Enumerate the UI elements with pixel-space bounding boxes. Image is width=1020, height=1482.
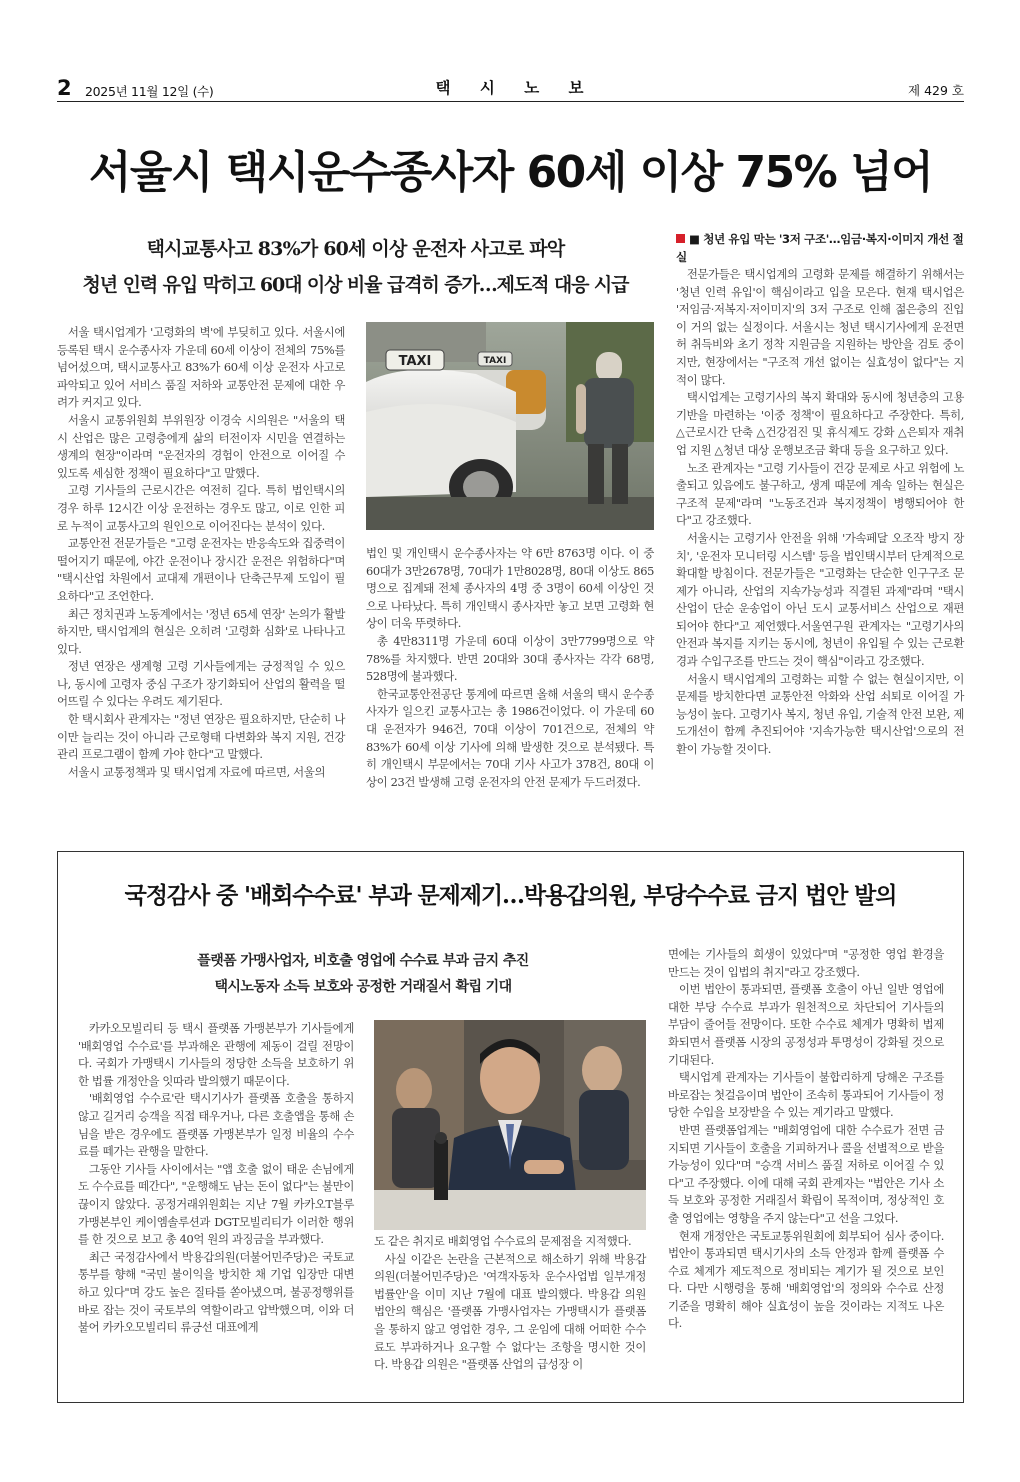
paragraph: 교통안전 전문가들은 "고령 운전자는 반응속도와 집중력이 떨어지기 때문에, 야간 운전이나 장시간 운전은 위험하다"며 "택시산업 차원에서 교대제 개편이나 단축근무제 도입이 필요하다"고 조언한다. <box>57 536 345 603</box>
issue-number: 제 429 호 <box>908 83 964 98</box>
newspaper-title: 택 시 노 보 <box>435 79 585 97</box>
paragraph: 한 택시회사 관계자는 "정년 연장은 필요하지만, 단순히 나이만 늘리는 것이 아니라 근로형태 다변화와 복지 지원, 건강관리 프로그램이 함께 가야 한다"고 말했다. <box>57 712 345 762</box>
paragraph: 현재 개정안은 국토교통위원회에 회부되어 심사 중이다. 법안이 통과되면 택시기사의 소득 안정과 함께 플랫폼 수수료 체계가 제도적으로 정비되는 계기가 될 것으로 보인다. 다만 시행령을 통해 '배회영업'의 정의와 수수료 산정 기준을 명확히 해야 실효성이 높을 것이라는 지적도 나온다. <box>668 1228 944 1331</box>
paragraph: 면에는 기사들의 희생이 있었다"며 "공정한 영업 환경을 만드는 것이 입법의 취지"라고 강조했다. <box>668 947 944 979</box>
header-rule <box>57 101 964 102</box>
article2-column-2 <box>374 1233 646 1374</box>
article2-headline: 국정감사 중 '배회수수료' 부과 문제제기…박용갑의원, 부당수수료 금지 법안 발의 <box>124 882 897 909</box>
taxi-rank-photo <box>366 322 654 530</box>
article1-subhead-1: 택시교통사고 83%가 60세 이상 운전자 사고로 파악 <box>146 238 565 260</box>
paragraph: 정년 연장은 생계형 고령 기사들에게는 긍정적일 수 있으나, 동시에 고령자 중심 구조가 장기화되어 산업의 활력을 떨어뜨릴 수 있다는 우려도 제기된다. <box>57 659 345 709</box>
article1-column-1 <box>57 324 345 781</box>
lawmaker-photo <box>374 1020 646 1230</box>
paragraph: 한국교통안전공단 통계에 따르면 올해 서울의 택시 운수종사자가 일으킨 교통사고는 총 1986건이었다. 이 가운데 60대 운전자가 946건, 70대 이상이 701건으로, 전체의 약 83%가 60세 이상 기사에 의해 발생한 것으로 분석됐다. 특히 개인택시 부문에서는 70대 기사 사고가 378건, 80대 이상이 23건 발생해 고령 운전자의 안전 문제가 두드러졌다. <box>366 686 654 789</box>
paragraph: 노조 관계자는 "고령 기사들이 건강 문제로 사고 위험에 노출되고 있음에도 불구하고, 생계 때문에 계속 일하는 현실은 구조적 문제"라며 "노동조건과 복지정책이 병행되어야 한다"고 강조했다. <box>676 460 964 528</box>
paragraph: 총 4만8311명 가운데 60대 이상이 3만7799명으로 약 78%를 차지했다. 반면 20대와 30대 종사자는 각각 68명, 528명에 불과했다. <box>366 633 654 684</box>
paragraph: '배회영업 수수료'란 택시기사가 플랫폼 호출을 통하지 않고 길거리 승객을 직접 태우거나, 다른 호출앱을 통해 손님을 받은 경우에도 플랫폼 가맹본부가 일정 비율의 수수료를 떼가는 관행을 말한다. <box>78 1091 354 1159</box>
paragraph: 서울시는 고령기사 안전을 위해 '가속페달 오조작 방지 장치', '운전자 모니터링 시스템' 등을 법인택시부터 단계적으로 확대할 방침이다. 전문가들은 "고령화는 단순한 인구구조 문제가 아니라, 산업의 지속가능성과 직결된 과제"라며 "택시산업이 단순 운송업이 아닌 도시 교통서비스 산업으로 재편되어야 한다"고 제언했다.서울연구원 관계자는 "고령기사의 안전과 복지를 지키는 동시에, 청년이 유입될 수 있는 근로환경과 수입구조를 만드는 것이 핵심"이라고 강조했다. <box>676 530 964 669</box>
article1-subhead-2: 청년 인력 유입 막히고 60대 이상 비율 급격히 증가…제도적 대응 시급 <box>82 274 629 296</box>
paragraph: 전문가들은 택시업계의 고령화 문제를 해결하기 위해서는 '청년 인력 유입'이 핵심이라고 입을 모은다. 현재 택시업은 '저임금·저복지·저이미지'의 3저 구조로 인해 젊은층의 진입이 거의 없는 실정이다. 서울시는 청년 택시기사에게 운전면허 취득비와 초기 정착 지원금을 지원하는 방안을 검토 중이지만, 현장에서는 "구조적 개선 없이는 실효성이 없다"는 지적이 많다. <box>676 267 964 387</box>
paragraph: 이번 법안이 통과되면, 플랫폼 호출이 아닌 일반 영업에 대한 부당 수수료 부과가 원천적으로 차단되어 기사들의 부담이 줄어들 전망이다. 또한 수수료 체계가 명확히 법제화되면서 플랫폼 시장의 공정성과 투명성이 강화될 것으로 기대된다. <box>668 982 944 1067</box>
paragraph: 그동안 기사들 사이에서는 "앱 호출 없이 태운 손님에게도 수수료를 떼간다", "운행해도 남는 돈이 없다"는 불만이 끊이지 않았다. 공정거래위원회는 지난 7월 카카오T블루 가맹본부인 케이엠솔루션과 DGT모빌리티가 이러한 행위를 한 것으로 보고 총 40억 원의 과징금을 부과했다. <box>78 1161 354 1247</box>
section-subheading: ■ 청년 유입 막는 '3저 구조'…임금·복지·이미지 개선 절실 <box>676 232 964 264</box>
article2-column-1 <box>78 1020 354 1337</box>
taxi-sign-1: TAXI <box>398 354 432 369</box>
taxi-photo-illustration <box>366 322 654 530</box>
article2-column-3 <box>668 946 944 1333</box>
paragraph: 도 같은 취지로 배회영업 수수료의 문제점을 지적했다. <box>374 1234 632 1248</box>
taxi-sign-2: TAXI <box>483 356 507 366</box>
paragraph: 고령 기사들의 근로시간은 여전히 길다. 특히 법인택시의 경우 하루 12시간 이상 운전하는 경우도 많고, 이로 인한 피로 누적이 교통사고의 원인으로 이어진다는 분석이 있다. <box>57 483 345 533</box>
red-square-icon <box>676 234 685 243</box>
paragraph: 최근 정치권과 노동계에서는 '정년 65세 연장' 논의가 활발하지만, 택시업계의 현실은 오히려 '고령화 심화'로 나타나고 있다. <box>57 606 345 656</box>
paragraph: 서울시 교통위원회 부위원장 이경숙 시의원은 "서울의 택시 산업은 많은 고령층에게 삶의 터전이자 시민을 연결하는 생계의 현장"이라며 "운전자의 경험이 안전으로 이어질 수 있도록 세심한 정책이 필요하다"고 말했다. <box>57 412 345 480</box>
article1-headline: 서울시 택시운수종사자 60세 이상 75% 넘어 <box>88 147 933 198</box>
article1-column-3-heading <box>676 230 964 266</box>
paragraph: 사실 이같은 논란을 근본적으로 해소하기 위해 박용갑 의원(더불어민주당)은 '여객자동차 운수사업법 일부개정법률안'을 이미 지난 7월에 대표 발의했다. 박용갑 의원 법안의 핵심은 '플랫폼 가맹사업자는 가맹택시가 플랫폼을 통하지 않고 영업한 경우, 그 운임에 대해 어떠한 수수료도 부과하거나 요구할 수 없다'는 조항을 명시한 것이다. 박용갑 의원은 "플랫폼 산업의 급성장 이 <box>374 1251 646 1372</box>
page-number: 2 <box>57 76 72 100</box>
paragraph: 법인 및 개인택시 운수종사자는 약 6만 8763명 이다. 이 중 60대가 3만2678명, 70대가 1만8028명, 80대 이상도 865명으로 집계돼 전체 종사자의 4명 중 3명이 60세 이상인 것으로 나타났다. 특히 개인택시 종사자만 놓고 보면 고령화 현상이 더욱 뚜렷하다. <box>366 546 654 631</box>
paragraph: 서울 택시업계가 '고령화의 벽'에 부딪히고 있다. 서울시에 등록된 택시 운수종사자 가운데 60세 이상이 전체의 75%를 넘어섰으며, 택시교통사고 83%가 60세 이상 운전자 사고로 파악되고 있어 서비스 품질 저하와 교통안전 문제에 대한 우려가 커지고 있다. <box>57 325 345 410</box>
issue-date: 2025년 11월 12일 (수) <box>85 84 214 99</box>
paragraph: 반면 플랫폼업계는 "배회영업에 대한 수수료가 전면 금지되면 기사들이 호출을 기피하거나 콜을 선별적으로 받을 가능성이 있다"며 "승객 서비스 품질 저하로 이어질 수 있다"고 주장했다. 이에 대해 국회 관계자는 "법안은 기사 소득 보호와 공정한 거래질서 확립이 목적이며, 정상적인 호출 영업에는 영향을 주지 않는다"고 선을 그었다. <box>668 1122 944 1225</box>
paragraph: 서울시 택시업계의 고령화는 피할 수 없는 현실이지만, 이 문제를 방치한다면 교통안전 악화와 산업 쇠퇴로 이어질 가능성이 높다. 고령기사 복지, 청년 유입, 기술적 안전 보완, 제도개선이 함께 추진되어야 '지속가능한 택시산업'으로의 전환이 가능할 것이다. <box>676 671 964 757</box>
lawmaker-photo-illustration <box>374 1020 646 1230</box>
article2-subhead-1: 플랫폼 가맹사업자, 비호출 영업에 수수료 부과 금지 추진 <box>197 953 529 969</box>
article1-column-2 <box>366 545 654 791</box>
paragraph: 택시업계 관계자는 기사들이 불합리하게 당해온 구조를 바로잡는 첫걸음이며 법안이 조속히 통과되어 기사들이 정당한 수입을 보장받을 수 있는 계기라고 말했다. <box>668 1070 944 1120</box>
article2-subhead-2: 택시노동자 소득 보호와 공정한 거래질서 확립 기대 <box>214 979 512 995</box>
paragraph: 택시업계는 고령기사의 복지 확대와 동시에 청년층의 고용 기반을 마련하는 '이중 정책'이 필요하다고 주장한다. 특히, △근로시간 단축 △건강검진 및 휴식제도 강화 △은퇴자 재취업 지원 △청년 대상 운행보조금 확대 등을 요구하고 있다. <box>676 390 964 457</box>
paragraph: 카카오모빌리티 등 택시 플랫폼 가맹본부가 기사들에게 '배회영업 수수료'를 부과해온 관행에 제동이 걸릴 전망이다. 국회가 가맹택시 기사들의 정당한 소득을 보호하기 위한 법률 개정안을 잇따라 발의했기 때문이다. <box>78 1021 354 1088</box>
paragraph: 서울시 교통정책과 및 택시업계 자료에 따르면, 서울의 <box>67 764 326 779</box>
article1-column-3 <box>676 266 964 759</box>
paragraph: 최근 국정감사에서 박용갑의원(더불어민주당)은 국토교통부를 향해 "국민 불이익을 방치한 채 기업 입장만 대변하고 있다"며 강도 높은 질타를 쏟아냈으며, 불공정행위를 바로 잡는 것이 국토부의 역할이라고 압박했으며, 이와 더불어 카카오모빌리티 류긍선 대표에게 <box>78 1249 354 1335</box>
